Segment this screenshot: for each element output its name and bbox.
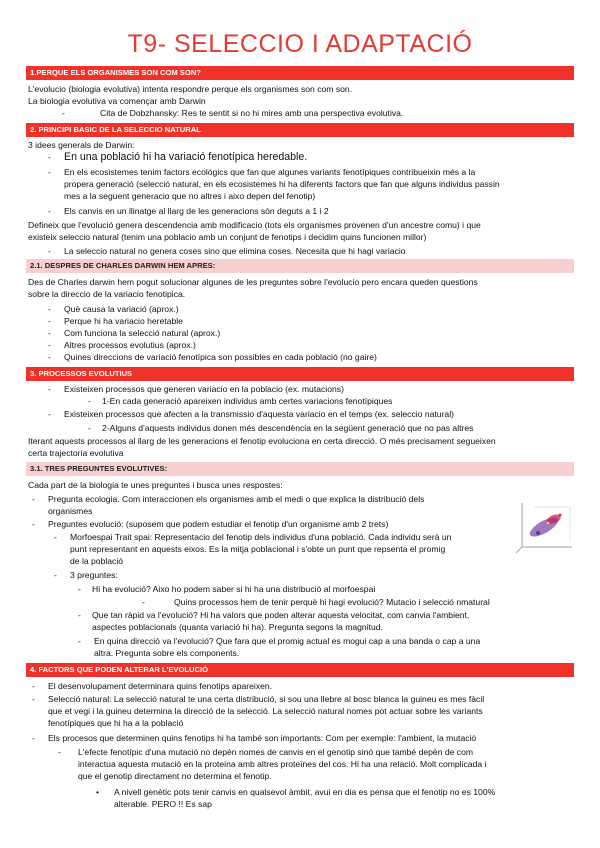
text-line: Quins processos hem de tenir perquè hi hagi evolució? Mutacio i selecció nmatural — [174, 597, 490, 607]
text-line: mes a la seguent generacio que no altres i aixo depen del fenotip) — [64, 191, 316, 201]
text-line: aspectes poblacionals (quanta variació hi ha). Pregunta segons la magnitud. — [92, 622, 383, 632]
bullet: - — [88, 423, 91, 433]
text-line: Iterant aquests processos al llarg de les generacions el fenotip evoluciona en certa direcció. O més precisament segueixen — [28, 436, 496, 446]
list-item: Altres processos evolutius (aprox.) — [64, 340, 196, 350]
text-line: Hi ha evolució? Aixo ho podem saber si hi ha una distribució al morfoespai — [92, 584, 376, 594]
list-item: Com funciona la selecció natural (aprox.) — [64, 328, 221, 338]
text-line: Des de Charles darwin hem pogut solucionar algunes de les preguntes sobre l'evolucio pero encara queden questions — [28, 277, 478, 287]
text-line: que et vegi i la guineu determina la direcció de la selecció. La selecció natural nomes pot actuar sobre les variants — [48, 706, 483, 716]
bullet: - — [78, 610, 81, 620]
bullet: - — [48, 246, 51, 256]
text-line: Cita de Dobzhansky: Res te sentit si no hi mires amb una perspectiva evolutiva. — [100, 108, 404, 118]
bullet: - — [48, 409, 51, 419]
text-line: 1-En cada generació apareixen individus amb certes variacions fenotípiques — [102, 396, 393, 406]
bullet: - — [78, 636, 81, 646]
text-line: Selecció natural: La selecció natural te una certa distribució, si sou una llebre al bosc blanca la guineu es mes fàcil — [48, 694, 485, 704]
bullet: • — [96, 787, 100, 797]
bullet: - — [88, 396, 91, 406]
bullet: - — [62, 108, 65, 118]
bullet: - — [142, 597, 145, 607]
section-4-header: 4. FACTORS QUE PODEN ALTERAR L'EVOLUCIÓ — [26, 663, 574, 677]
text-line: En una població hi ha variació fenotípica heredable. — [64, 151, 308, 163]
bullet: - — [48, 206, 51, 216]
bullet: - — [78, 584, 81, 594]
bullet: - — [48, 352, 51, 362]
text-line: Existeixen processos que generen variacio en la poblacio (ex. mutacions) — [64, 384, 344, 394]
bullet: - — [54, 570, 57, 580]
page-title: T9- SELECCIO I ADAPTACIÓ — [127, 30, 473, 58]
bullet: - — [32, 733, 35, 743]
bullet: - — [32, 681, 35, 691]
bullet: - — [32, 694, 35, 704]
text-line: Existeixen processos que afecten a la transmissio d'aquesta variacio en el temps (ex. seleccio natural) — [64, 409, 454, 419]
text-line: fenotípiques que hi ha a la població — [48, 718, 184, 728]
text-line: Cada part de la biologia te unes preguntes i busca unes respostes: — [28, 480, 283, 490]
text-line: sobre la direccio de la variacio fenotipica. — [28, 289, 186, 299]
bullet: - — [48, 384, 51, 394]
text-line: propera generació (selecció natural, en els ecosistemes hi ha diferents factors que fan que alguns individus passin — [64, 179, 500, 189]
text-line: Morfoespai Trait spai: Representacio del fenotip dels individus d'una població. Cada individu serà un — [70, 532, 452, 542]
text-line: 3 preguntes: — [70, 570, 118, 580]
text-line: alterable. PERO !! Es sap — [114, 799, 212, 809]
text-line: La seleccio natural no genera coses sino que elimina coses. Necesita que hi hagi variacio — [64, 246, 406, 256]
text-line: A nivell genètic pots tenir canvis en qualsevol àmbit, avui en dia es pensa que el fenotip no es 100% — [114, 787, 496, 797]
text-line: 3 idees generals de Darwin: — [28, 140, 135, 150]
bullet: - — [58, 747, 61, 757]
text-line: Pregunta ecologia. Com interaccionen els organismes amb el medi o que explica la distribució dels — [48, 494, 425, 504]
bullet: - — [48, 340, 51, 350]
bullet: - — [54, 532, 57, 542]
section-1-header: 1.PERQUE ELS ORGANISMES SON COM SON? — [26, 66, 574, 80]
text-line: punt representant en aquests eixos. Es la mitja poblacional i s'obte un punt que repsenta el promig — [70, 544, 446, 554]
bullet: - — [48, 316, 51, 326]
text-line: L'evolucio (biologia evolutiva) intenta respondre perque els organismes son com son. — [28, 84, 353, 94]
text-line: certa trajectoria evolutiva — [28, 448, 124, 458]
list-item: Quines direccions de variació fenotípica son possibles en cada població (no gaire) — [64, 352, 377, 362]
section-3-1-header: 3.1. TRES PREGUNTES EVOLUTIVES: — [26, 462, 574, 476]
text-line: Preguntes evolució: (suposem que podem estudiar el fenotip d'un organisme amb 2 trets) — [48, 519, 389, 529]
text-line: Els canvis en un llinatge al llarg de les generacions són deguts a 1 i 2 — [64, 206, 329, 216]
text-line: La biologia evolutiva va començar amb Darwin — [28, 96, 206, 106]
text-line: En quina direcció va l'evolució? Que fara que el promig actual es mogui cap a una banda o cap a una — [94, 636, 481, 646]
text-line: Defineix que l'evolució genera descendencia amb modificacio (tots els organismes provenen d'un ancestre comu) i que — [28, 220, 481, 230]
bullet: - — [48, 328, 51, 338]
bullet: - — [48, 167, 51, 177]
list-item: Perque hi ha variacio heretable — [64, 316, 183, 326]
text-line: L'efecte fenotípic d'una mutació no depèn nomes de canvis en el genotip sinó que també depèn de com — [78, 747, 474, 757]
section-3-header: 3. PROCESSOS EVOLUTIUS — [26, 367, 574, 381]
text-line: organismes — [48, 506, 93, 516]
text-line: altra. Pregunta sobre els components. — [94, 648, 240, 658]
text-line: En els ecosistemes tenim factors ecològics que fan que algunes variants fenotípiques contribueixin més a la — [64, 167, 476, 177]
text-line: que el genotip directament no determina el fenotip. — [78, 771, 272, 781]
text-line: Els procesos que determinen quins fenotips hi ha també son importants: Com per exemple: l'ambient, la mutació — [48, 733, 477, 743]
bullet: - — [48, 304, 51, 314]
section-2-1-header: 2.1. DESPRES DE CHARLES DARWIN HEM APRES: — [26, 259, 574, 273]
text-line: El desenvolupament determinara quins fenotips apareixen. — [48, 681, 273, 691]
text-line: interactua aquesta mutació en la proteina amb altres proteïnes del cos. Hi ha una relació. Molt complicada i — [78, 759, 487, 769]
list-item: Què causa la variació (aprox.) — [64, 304, 179, 314]
morphospace-figure-icon — [514, 497, 576, 555]
text-line: 2-Alguns d'aquests individus donen més descendència en la següent generació que no pas altres — [102, 423, 474, 433]
bullet: - — [32, 494, 35, 504]
section-2-header: 2. PRINCIPI BASIC DE LA SELECCIO NATURAL — [26, 123, 574, 137]
text-line: existeix seleccio natural (tenim una poblacio amb un conjunt de fenotips i decidim quins funcionen millor) — [28, 232, 427, 242]
bullet: - — [32, 519, 35, 529]
text-line: Que tan ràpid va l'evolució? Hi ha valors que poden alterar aquesta velocitat, com canvia l'ambient, — [92, 610, 470, 620]
bullet: - — [48, 152, 51, 162]
text-line: de la població — [70, 556, 124, 566]
